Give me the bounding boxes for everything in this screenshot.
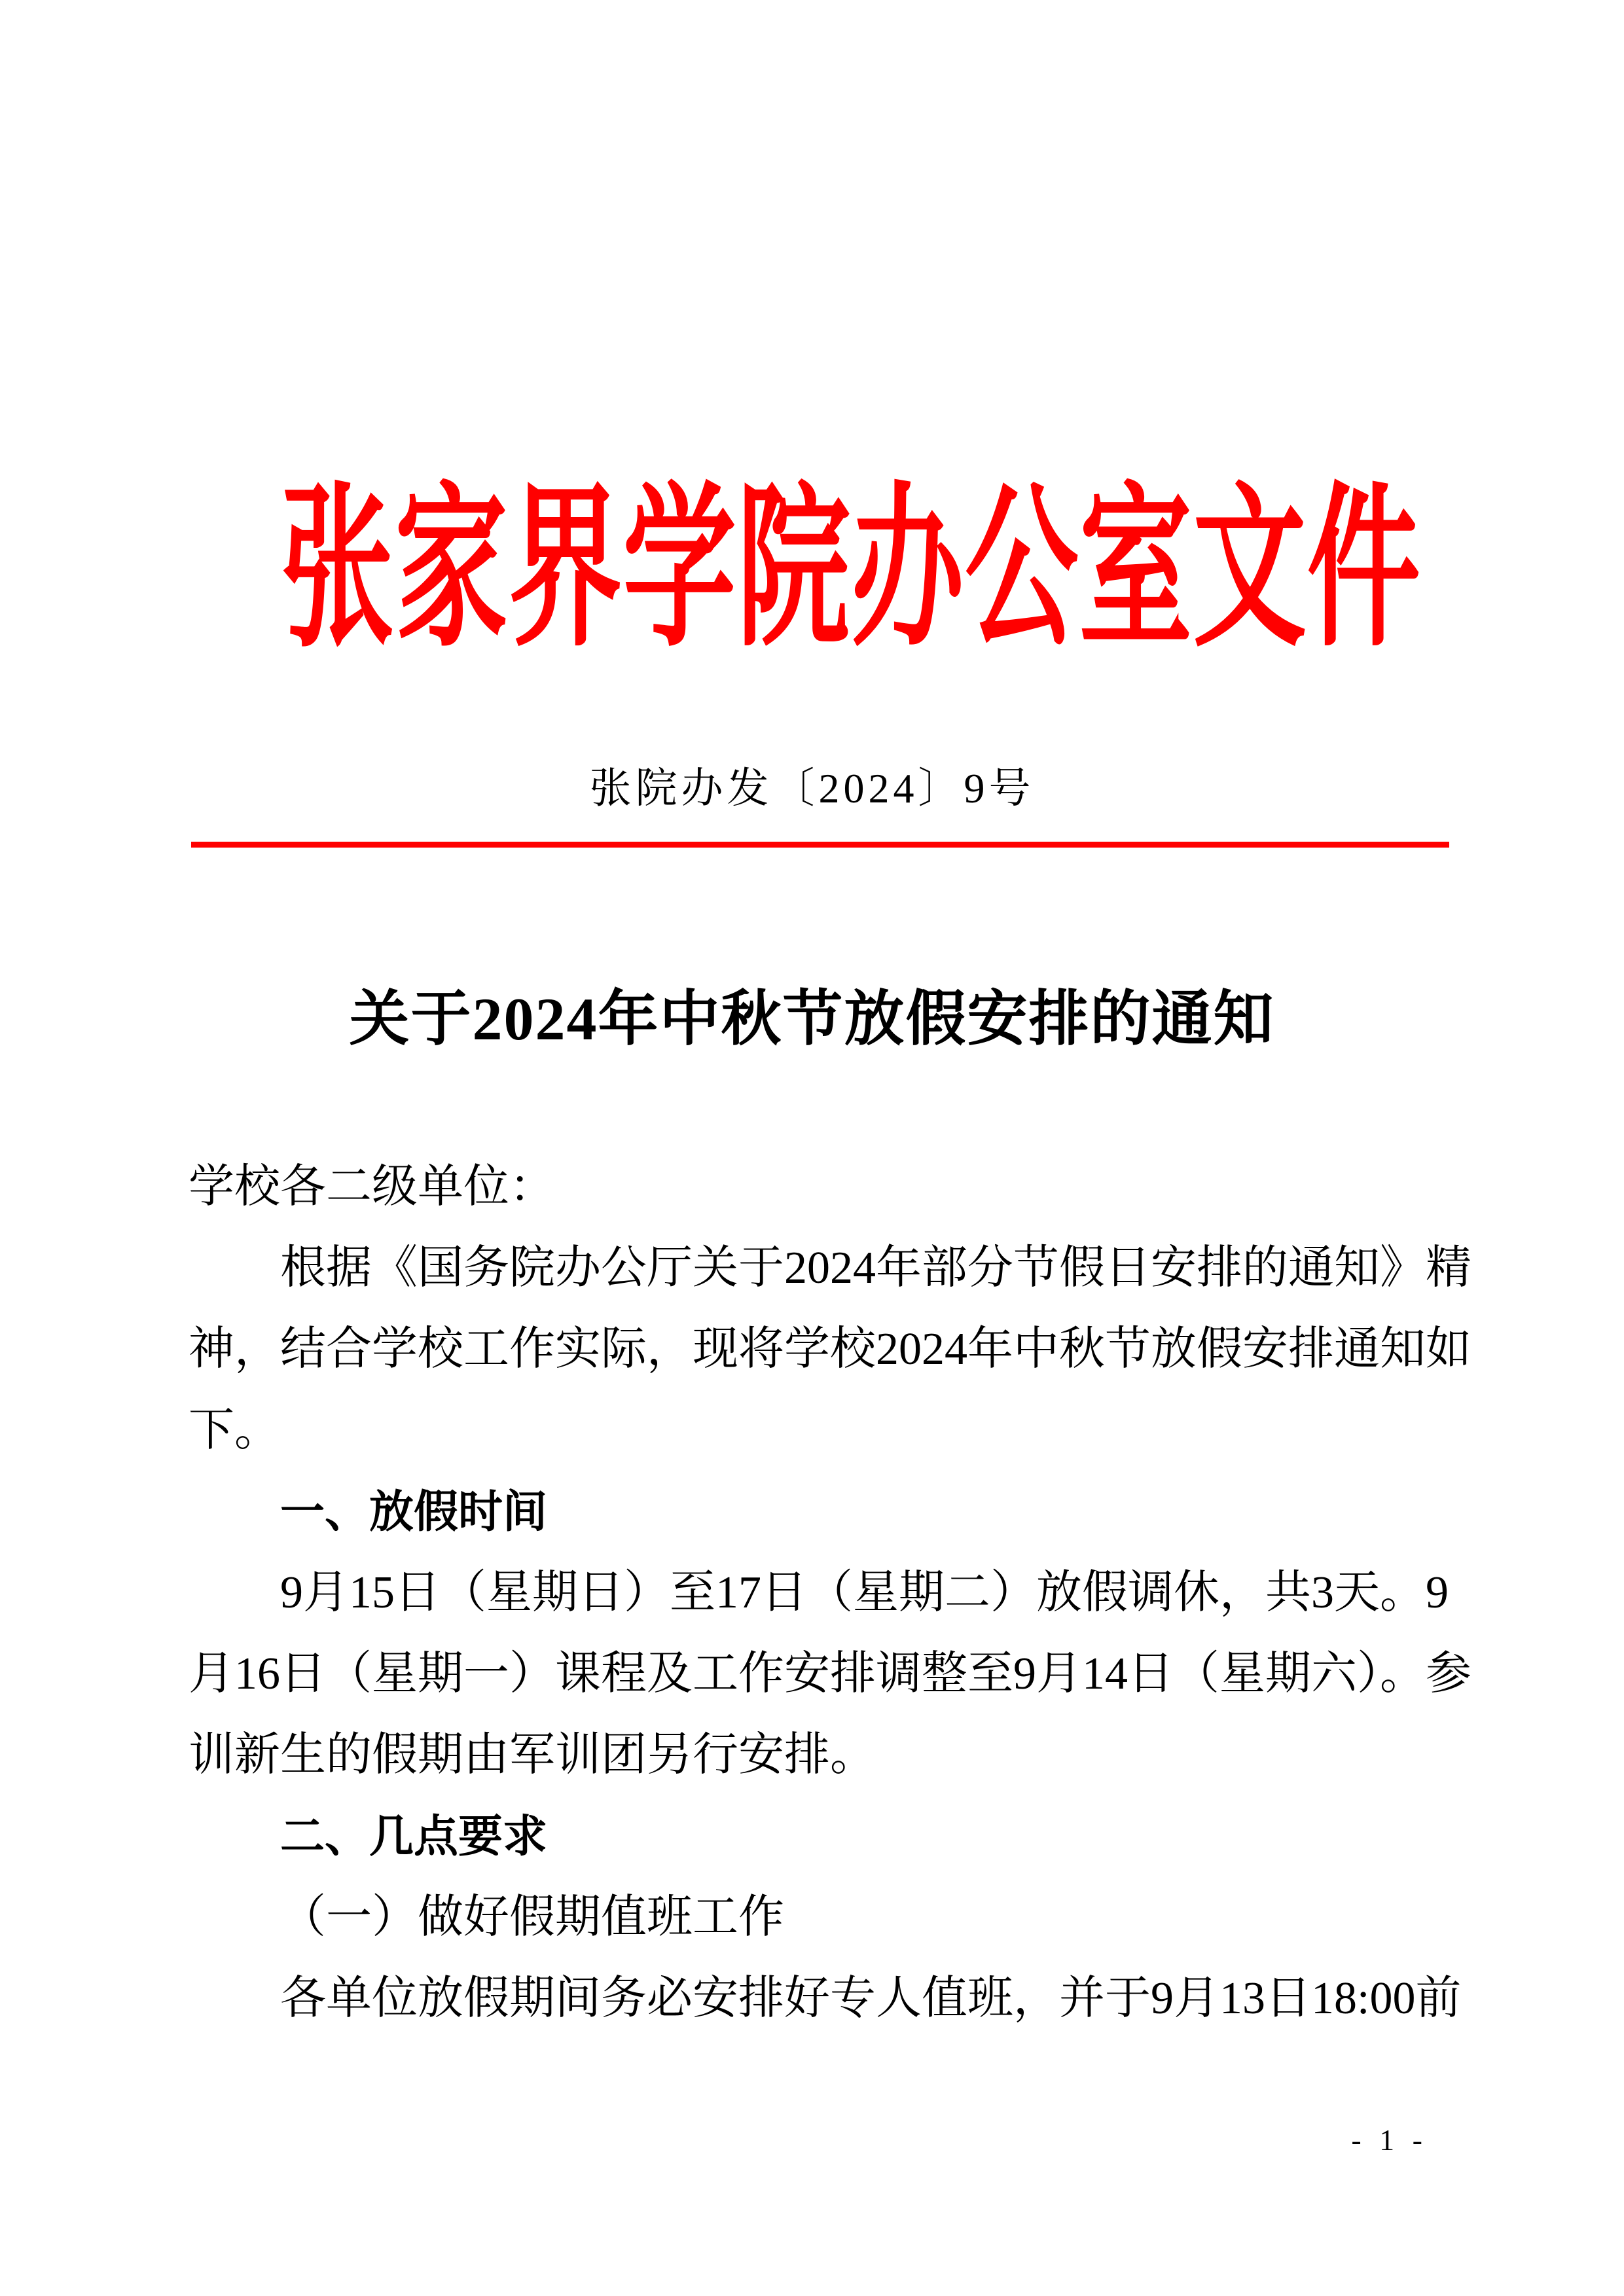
- doc-number: 张院办发〔2024〕9号: [589, 765, 1035, 812]
- document-body: [189, 1147, 1471, 2039]
- red-divider: [191, 842, 1449, 848]
- body-line: 月16日（星期一）课程及工作安排调整至9月14日（星期六）。参: [189, 1649, 1471, 1699]
- body-line: 神，结合学校工作实际，现将学校2024年中秋节放假安排通知如: [189, 1324, 1471, 1374]
- body-line: 学校各二级单位：: [189, 1162, 555, 1212]
- body-line: （一）做好假期值班工作: [280, 1892, 784, 1943]
- body-line: 二、几点要求: [280, 1812, 548, 1861]
- body-line: 训新生的假期由军训团另行安排。: [189, 1730, 876, 1780]
- header-banner: [0, 472, 1624, 668]
- header-banner-text: 张家界学院办公室文件: [281, 472, 1421, 668]
- body-line: 9月15日（星期日）至17日（星期二）放假调休，共3天。9: [280, 1568, 1449, 1618]
- body-line: 一、放假时间: [280, 1487, 548, 1537]
- body-line: 根据《国务院办公厅关于2024年部分节假日安排的通知》精: [280, 1243, 1471, 1293]
- page-number: - 1 -: [1351, 2123, 1428, 2157]
- document-title: 关于2024年中秋节放假安排的通知: [349, 986, 1275, 1052]
- body-line: 各单位放假期间务必安排好专人值班，并于9月13日18:00前: [280, 1973, 1462, 2024]
- body-line: 下。: [189, 1405, 280, 1456]
